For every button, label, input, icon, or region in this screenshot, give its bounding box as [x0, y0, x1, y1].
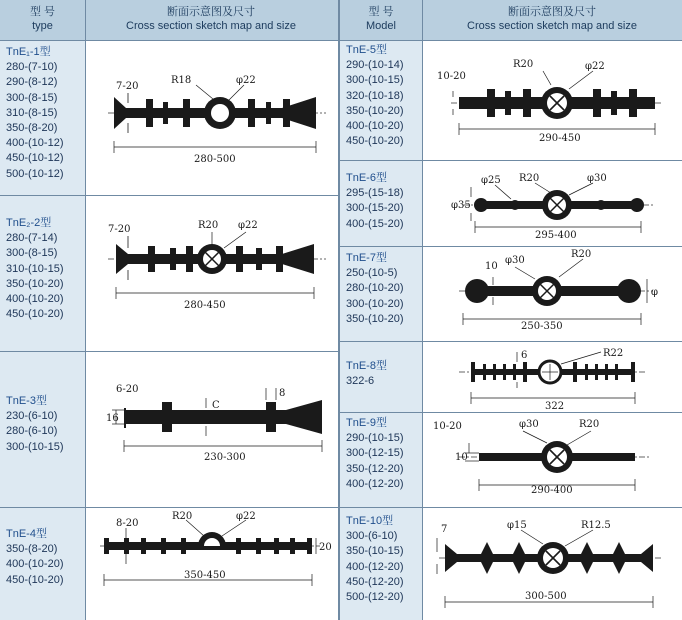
model-name: TnE-9型: [346, 417, 387, 429]
grid-v2: [338, 0, 340, 620]
dim-label: 295-400: [535, 230, 577, 241]
dim-label: φ35: [451, 200, 471, 211]
size-item: 350-(10-20): [346, 104, 404, 117]
dim-label: φ22: [238, 220, 258, 231]
size-item: 500-(10-12): [6, 167, 64, 180]
dim-label: 322: [545, 401, 565, 412]
model-name: TnE-3型: [6, 395, 47, 407]
dim-label: 7-20: [108, 224, 131, 235]
size-item: 310-(8-15): [6, 106, 58, 119]
size-item: 400-(10-20): [6, 293, 64, 306]
header-model-en: Model: [366, 20, 396, 32]
size-item: 230-(6-10): [6, 410, 58, 423]
dim-label: φ15: [507, 520, 527, 531]
size-item: 280-(10-20): [346, 282, 404, 295]
dim-label: 10-20: [433, 421, 462, 432]
dim-label: R20: [198, 220, 219, 231]
dim-label: 6-20: [116, 384, 139, 395]
dim-label: R20: [513, 59, 534, 70]
size-item: 250-(10-5): [346, 267, 398, 280]
dim-label: 290-450: [539, 133, 581, 144]
dim-label: 10-20: [437, 71, 466, 82]
size-item: 350-(10-20): [346, 312, 404, 325]
model-name: TnE-10型: [346, 515, 394, 527]
size-item: 290-(8-12): [6, 76, 58, 89]
dim-label: 6: [521, 350, 528, 361]
sketch-tne-8: [423, 342, 682, 412]
dim-label: 10: [485, 261, 498, 272]
sketch-tne-4: [86, 508, 338, 620]
dim-label: φ: [651, 287, 659, 298]
header-type-en: type: [32, 20, 53, 32]
dim-label: R20: [172, 511, 193, 522]
dim-label: C: [212, 400, 220, 411]
size-item: 300-(8-15): [6, 91, 58, 104]
dim-label: 16: [106, 413, 119, 424]
model-list-tne2-2: [6, 216, 63, 322]
dim-label: φ30: [505, 255, 525, 266]
header-sketch-en-right: Cross section sketch map and size: [467, 20, 637, 32]
dim-label: 230-300: [204, 452, 246, 463]
model-list-tne-3: [6, 394, 63, 455]
dim-label: φ30: [519, 419, 539, 430]
size-item: 280-(7-14): [6, 232, 58, 245]
dim-label: R18: [171, 75, 192, 86]
dim-label: 20: [319, 542, 332, 553]
dim-label: 300-500: [525, 591, 567, 602]
size-item: 280-(7-10): [6, 61, 58, 74]
sketch-tne2-2: [86, 196, 338, 351]
header-type: [0, 5, 85, 33]
dim-label: 8: [279, 388, 286, 399]
size-item: 280-(6-10): [6, 425, 58, 438]
size-item: 400-(10-12): [6, 137, 64, 150]
sketch-tne-3: [86, 352, 338, 507]
size-item: 400-(10-20): [346, 120, 404, 133]
dim-label: 250-350: [521, 321, 563, 332]
sketch-tne1-1: [86, 41, 338, 195]
sketch-tne-9: [423, 413, 682, 507]
dim-label: R20: [579, 419, 600, 430]
model-name: TnE-7型: [346, 252, 387, 264]
size-item: 500-(12-20): [346, 591, 404, 604]
model-list-tne-8: [346, 359, 387, 389]
size-item: 400-(15-20): [346, 217, 404, 230]
dim-label: 7: [441, 524, 448, 535]
size-item: 400-(12-20): [346, 560, 404, 573]
sketch-tne-10: [423, 508, 682, 620]
header-sketch-cn-right: 断面示意图及尺寸: [508, 6, 596, 18]
dim-label: φ22: [585, 61, 605, 72]
sketch-tne-6: [423, 161, 682, 246]
model-name: TnE₂-2型: [6, 217, 52, 229]
size-item: 290-(10-14): [346, 59, 404, 72]
size-item: 350-(12-20): [346, 462, 404, 475]
size-item: 400-(12-20): [346, 477, 404, 490]
header-model-cn: 型 号: [368, 6, 394, 18]
size-item: 450-(10-20): [346, 135, 404, 148]
dim-label: R20: [519, 173, 540, 184]
size-item: 290-(10-15): [346, 432, 404, 445]
sketch-tne-5: [423, 41, 682, 160]
header-sketch-cn: 断面示意图及尺寸: [167, 6, 255, 18]
dim-label: 10: [455, 452, 468, 463]
dim-label: φ30: [587, 173, 607, 184]
model-list-tne-10: [346, 514, 403, 605]
model-name: TnE-6型: [346, 172, 387, 184]
model-list-tne-7: [346, 251, 403, 327]
model-list-tne-6: [346, 171, 403, 232]
dim-label: 280-450: [184, 300, 226, 311]
dim-label: φ22: [236, 511, 256, 522]
model-name: TnE-8型: [346, 360, 387, 372]
dim-label: 7-20: [116, 81, 139, 92]
header-sketch-left: [86, 5, 336, 33]
model-name: TnE₁-1型: [6, 46, 51, 58]
size-item: 350-(8-20): [6, 122, 58, 135]
header-model: [340, 5, 422, 33]
model-name: TnE-4型: [6, 528, 47, 540]
size-item: 450-(12-20): [346, 575, 404, 588]
size-item: 300-(10-20): [346, 297, 404, 310]
dim-label: R22: [603, 348, 624, 359]
header-type-cn: 型 号: [29, 6, 56, 18]
size-item: 300-(10-15): [6, 440, 64, 453]
size-item: 295-(15-18): [346, 187, 404, 200]
size-item: 450-(10-20): [6, 573, 64, 586]
header-sketch-right: [424, 5, 680, 33]
size-item: 450-(10-20): [6, 308, 64, 321]
header-sketch-en: Cross section sketch map and size: [126, 20, 296, 32]
model-name: TnE-5型: [346, 44, 387, 56]
dim-label: 350-450: [184, 570, 226, 581]
size-item: 300-(8-15): [6, 247, 58, 260]
size-item: 300-(15-20): [346, 202, 404, 215]
model-list-tne1-1: [6, 45, 63, 182]
size-item: 310-(10-15): [6, 262, 64, 275]
dim-label: 280-500: [194, 154, 236, 165]
size-item: 322-6: [346, 375, 375, 388]
size-item: 350-(10-20): [6, 277, 64, 290]
size-item: 300-(12-15): [346, 447, 404, 460]
size-item: 320-(10-18): [346, 89, 404, 102]
size-item: 400-(10-20): [6, 558, 64, 571]
model-list-tne-4: [6, 527, 63, 588]
dim-label: 8-20: [116, 518, 139, 529]
model-list-tne-9: [346, 416, 403, 492]
size-item: 350-(10-15): [346, 545, 404, 558]
size-item: 350-(8-20): [6, 543, 58, 556]
size-item: 450-(10-12): [6, 152, 64, 165]
size-item: 300-(6-10): [346, 530, 398, 543]
dim-label: φ22: [236, 75, 256, 86]
dim-label: φ25: [481, 175, 501, 186]
dim-label: R12.5: [581, 520, 611, 531]
dim-label: R20: [571, 249, 592, 260]
size-item: 300-(10-15): [346, 74, 404, 87]
model-list-tne-5: [346, 43, 403, 149]
sketch-tne-7: [423, 247, 682, 341]
dim-label: 290-400: [531, 485, 573, 496]
